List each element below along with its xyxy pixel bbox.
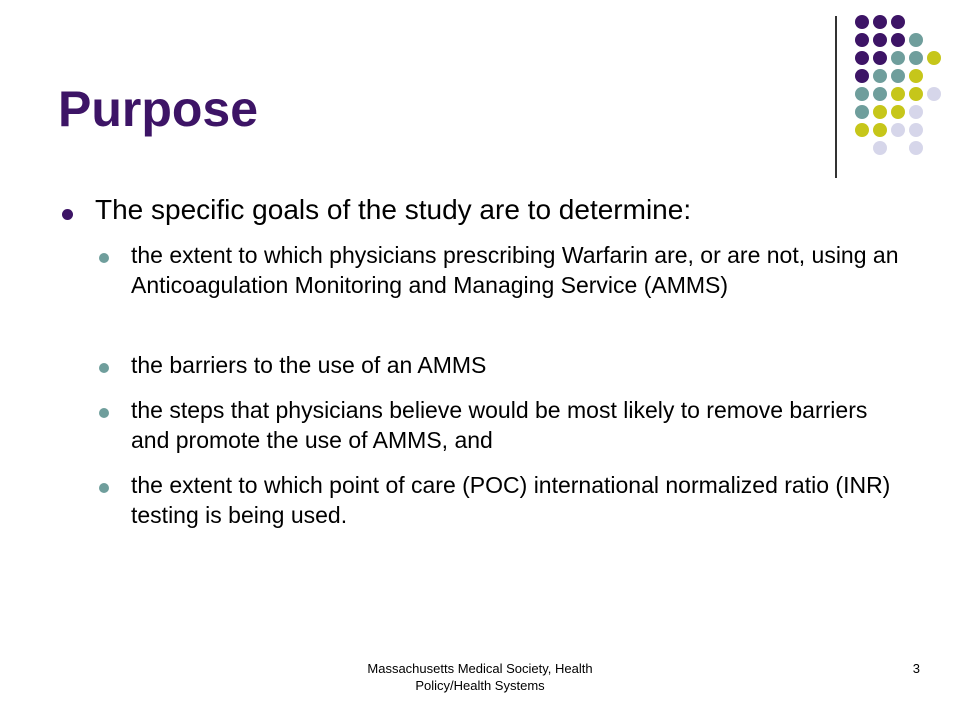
decor-dot — [855, 33, 869, 47]
decor-dot — [873, 15, 887, 29]
decor-dot — [873, 69, 887, 83]
decor-dot — [891, 105, 905, 119]
vertical-divider — [835, 16, 837, 178]
main-point: The specific goals of the study are to determine: — [95, 194, 692, 225]
decor-dot — [855, 15, 869, 29]
decor-dot — [855, 51, 869, 65]
sub-bullet-dot — [99, 483, 109, 493]
sub-bullet-dot — [99, 408, 109, 418]
decor-dot — [873, 105, 887, 119]
decor-dot — [873, 33, 887, 47]
slide-footer: Massachusetts Medical Society, Health Policy/Health Systems — [367, 661, 593, 693]
bullet-dot — [62, 209, 73, 220]
decor-dot — [891, 87, 905, 101]
sub-point-4: the extent to which point of care (POC) international normalized ratio (INR) testing is being used. — [131, 472, 891, 528]
decor-dot — [909, 123, 923, 137]
decor-dot — [891, 33, 905, 47]
decor-dot — [855, 69, 869, 83]
decor-dot — [909, 69, 923, 83]
decor-dot — [909, 105, 923, 119]
decor-dot — [891, 51, 905, 65]
sub-point-1: the extent to which physicians prescribing Warfarin are, or are not, using an Anticoagulation Monitoring and Managing Service (AMMS) — [131, 242, 899, 298]
decor-dot — [855, 87, 869, 101]
slide-title: Purpose — [58, 81, 259, 137]
decor-dot — [909, 33, 923, 47]
decor-dot — [873, 87, 887, 101]
decor-dot — [873, 123, 887, 137]
decor-dot — [909, 51, 923, 65]
decor-dot — [909, 141, 923, 155]
decor-dot — [873, 141, 887, 155]
decor-dot — [855, 105, 869, 119]
page-number: 3 — [912, 661, 920, 676]
decor-dot — [855, 123, 869, 137]
decor-dot — [891, 15, 905, 29]
sub-point-3: the steps that physicians believe would be most likely to remove barriers and promote the use of AMMS, and — [131, 397, 868, 453]
decor-dot — [927, 51, 941, 65]
decor-dot — [927, 87, 941, 101]
sub-point-2: the barriers to the use of an AMMS — [131, 352, 487, 378]
sub-bullet-dot — [99, 363, 109, 373]
decor-dot — [891, 69, 905, 83]
sub-bullet-dot — [99, 253, 109, 263]
decor-dot — [891, 123, 905, 137]
decor-dot — [909, 87, 923, 101]
decor-dot — [873, 51, 887, 65]
